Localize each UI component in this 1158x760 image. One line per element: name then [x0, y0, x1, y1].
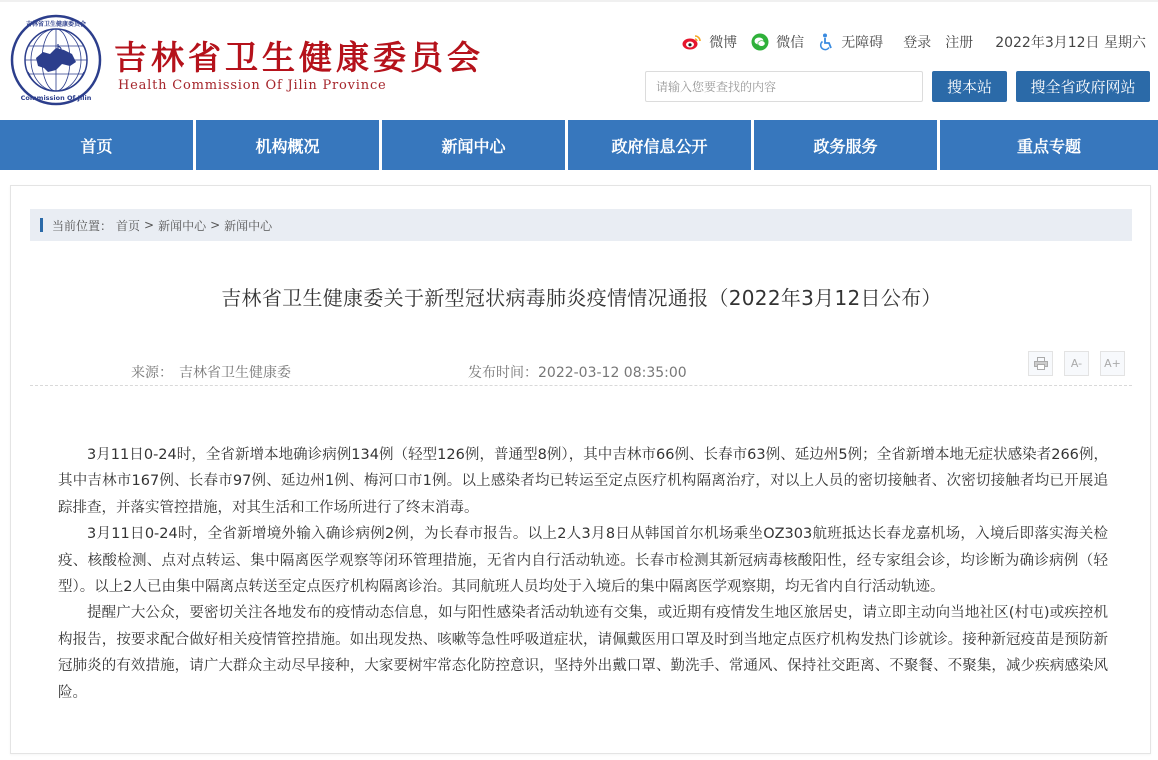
- wechat-label: 微信: [776, 35, 805, 51]
- article-paragraph: 提醒广大公众，要密切关注各地发布的疫情动态信息，如与阳性感染者活动轨迹有交集，或近期有疫情发生地区旅居史，请立即主动向当地社区(村屯)或疾控机构报告，按要求配合做好相关疫情管控措施。如出现发热、咳嗽等急性呼吸道症状，请佩戴医用口罩及时到当地定点医疗机构发热门诊就诊。接种新冠疫苗是预防新冠肺炎的有效措施，请广大群众主动尽早接种，大家要树牢常态化防控意识，坚持外出戴口罩、勤洗手、常通风、保持社交距离、不聚餐、不聚集，减少疾病感染风险。: [58, 605, 1108, 701]
- article-paragraph: 3月11日0-24时，全省新增本地确诊病例134例（轻型126例，普通型8例），其中吉林市66例、长春市63例、延边州5例；全省新增本地无症状感染者266例，其中吉林市167例、长春市97例、延边州1例、梅河口市1例。以上感染者均已转运至定点医疗机构隔离治疗，对以上人员的密切接触者、次密切接触者均已开展追踪排查，并落实管控措施，对其生活和工作场所进行了终末消毒。: [58, 447, 1108, 516]
- article-title: 吉林省卫生健康委关于新型冠状病毒肺炎疫情情况通报（2022年3月12日公布）: [221, 286, 942, 310]
- wechat-link[interactable]: [751, 32, 804, 52]
- nav-item-gov-info[interactable]: 政府信息公开: [568, 120, 751, 170]
- top-links: [682, 32, 1146, 52]
- breadcrumb: [30, 209, 1132, 241]
- login-link[interactable]: 登录: [903, 35, 932, 51]
- printer-icon: [1034, 357, 1048, 370]
- site-title[interactable]: 吉林省卫生健康委员会: [114, 38, 484, 77]
- breadcrumb-news-current[interactable]: 新闻中心: [224, 218, 273, 233]
- breadcrumb-news[interactable]: 新闻中心: [158, 218, 207, 233]
- breadcrumb-marker: [40, 218, 43, 232]
- accessibility-label: 无障碍: [841, 35, 884, 51]
- weibo-link[interactable]: [682, 32, 737, 52]
- search-input[interactable]: [645, 71, 923, 102]
- svg-text:Commission Of Jilin: Commission Of Jilin: [20, 94, 92, 102]
- source-value: 吉林省卫生健康委: [179, 365, 291, 381]
- article-source: [131, 362, 291, 382]
- search-all-gov-button[interactable]: 搜全省政府网站: [1016, 71, 1150, 102]
- register-link[interactable]: 注册: [945, 35, 974, 51]
- nav-item-services[interactable]: 政务服务: [754, 120, 937, 170]
- current-date: 2022年3月12日 星期六: [995, 35, 1146, 51]
- article-publish-time: [468, 362, 687, 382]
- breadcrumb-separator: >: [144, 218, 155, 232]
- search-site-button[interactable]: 搜本站: [932, 71, 1007, 102]
- site-header: [0, 0, 1158, 118]
- article-meta: [30, 346, 1132, 386]
- breadcrumb-separator: >: [210, 218, 221, 232]
- emblem-logo-icon[interactable]: [10, 14, 102, 106]
- publish-time-value: 2022-03-12 08:35:00: [538, 365, 687, 381]
- article-container: [10, 185, 1151, 754]
- accessibility-link[interactable]: [818, 32, 883, 52]
- site-subtitle: Health Commission Of Jilin Province: [118, 78, 387, 93]
- accessibility-icon: [818, 33, 834, 51]
- publish-time-label: 发布时间：: [468, 365, 538, 381]
- nav-item-topics[interactable]: 重点专题: [940, 120, 1158, 170]
- breadcrumb-prefix: 当前位置：: [52, 218, 113, 233]
- nav-item-home[interactable]: 首页: [0, 120, 193, 170]
- font-smaller-button[interactable]: A-: [1064, 351, 1089, 376]
- font-larger-button[interactable]: A+: [1100, 351, 1125, 376]
- weibo-label: 微博: [709, 35, 738, 51]
- weibo-icon: [682, 34, 702, 50]
- nav-item-news[interactable]: 新闻中心: [382, 120, 565, 170]
- nav-item-about[interactable]: 机构概况: [196, 120, 379, 170]
- main-nav: [0, 120, 1158, 170]
- wechat-icon: [751, 33, 769, 51]
- breadcrumb-home[interactable]: 首页: [116, 218, 141, 233]
- svg-text:吉林省卫生健康委员会: 吉林省卫生健康委员会: [25, 21, 87, 28]
- source-label: 来源：: [131, 365, 173, 381]
- article-paragraph: 3月11日0-24时，全省新增境外输入确诊病例2例，为长春市报告。以上2人3月8日从韩国首尔机场乘坐OZ303航班抵达长春龙嘉机场，入境后即落实海关检疫、核酸检测、点对点转运、集中隔离医学观察等闭环管理措施，无省内自行活动轨迹。长春市检测其新冠病毒核酸阳性，经专家组会诊，均诊断为确诊病例（轻型）。以上2人已由集中隔离点转送至定点医疗机构隔离诊治。其同航班人员均处于入境后的集中隔离医学观察期，均无省内自行活动轨迹。: [58, 526, 1108, 596]
- article-body: [58, 442, 1108, 706]
- print-button[interactable]: [1028, 351, 1053, 376]
